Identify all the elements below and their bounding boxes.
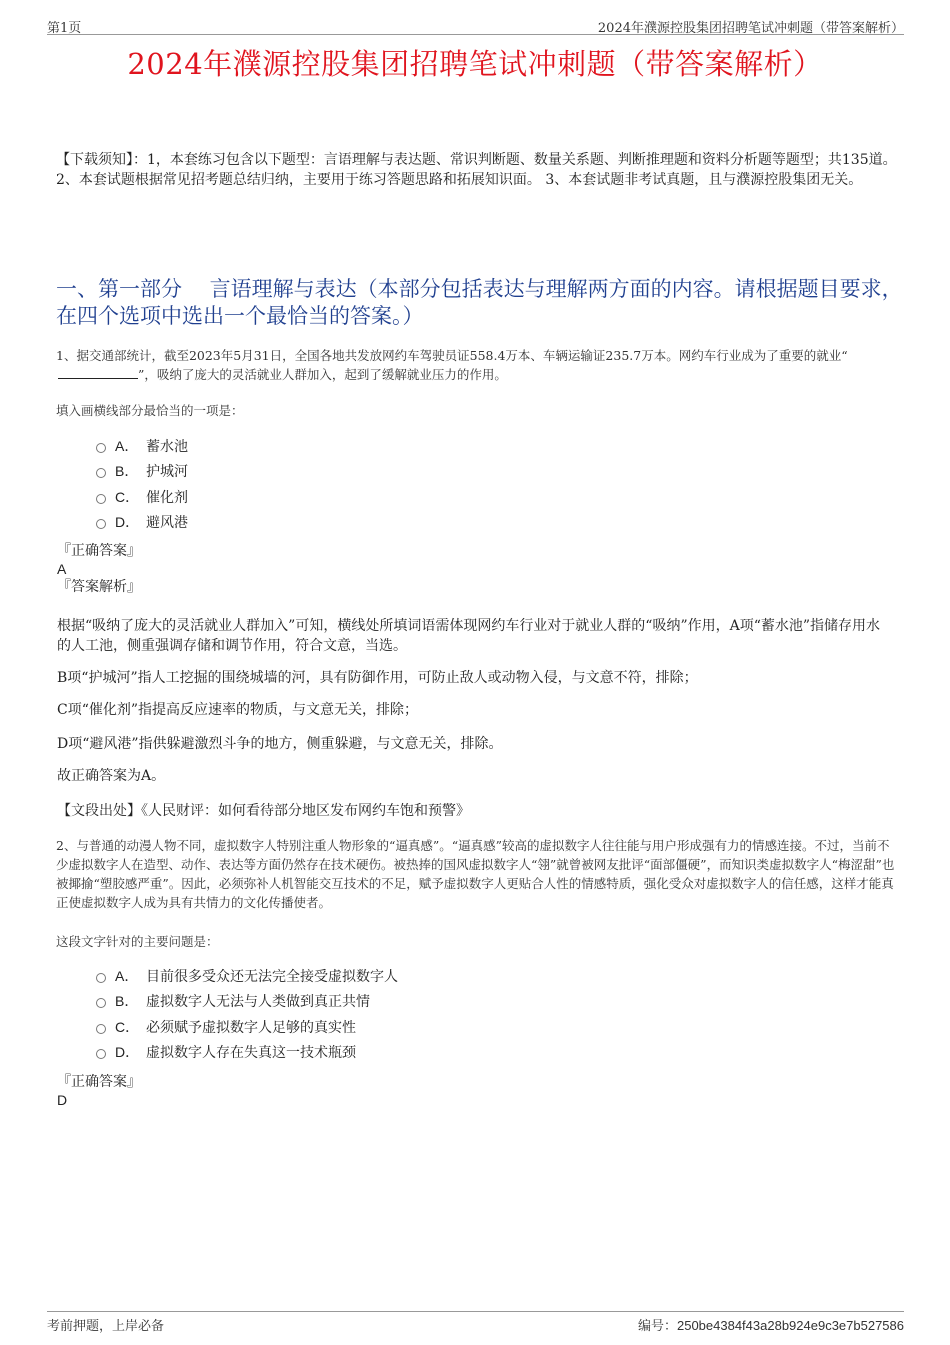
question-1-option-d[interactable] — [96, 510, 188, 536]
option-text: 蓄水池 — [146, 438, 188, 455]
analysis-paragraph: B项“护城河”指人工挖掘的围绕城墙的河，具有防御作用，可防止敌人或动物入侵，与文意不符，排除； — [57, 670, 698, 686]
section-title: 一、第一部分 言语理解与表达（本部分包括表达与理解两方面的内容。请根据题目要求，在四个选项中选出一个最恰当的答案。） — [56, 277, 903, 328]
question-2-prompt: 这段文字针对的主要问题是： — [56, 934, 219, 949]
question-2-option-c[interactable] — [96, 1014, 398, 1040]
question-1-options — [96, 433, 188, 535]
download-notice: 【下载须知】：1，本套练习包含以下题型：言语理解与表达题、常识判断题、数量关系题、判断推理题和资料分析题等题型；共135道。 2、本套试题根据常见招考题总结归纳，主要用于练习答题思路和拓展知识面。 3、本套试题非考试真题，且与濮源控股集团无关。 — [56, 152, 897, 188]
footer-slogan: 考前押题，上岸必备 — [47, 1319, 165, 1334]
radio-icon[interactable] — [96, 1049, 106, 1059]
option-letter: B． — [115, 993, 139, 1010]
option-letter: A． — [115, 437, 139, 454]
question-1-stem — [56, 346, 906, 384]
page-footer — [47, 1311, 904, 1332]
radio-icon[interactable] — [96, 468, 106, 478]
answer-value: A — [57, 561, 67, 577]
question-1-answer — [57, 542, 141, 596]
analysis-conclusion: 故正确答案为A。 — [57, 768, 166, 784]
analysis-paragraph: 根据“吸纳了庞大的灵活就业人群加入”可知，横线处所填词语需体现网约车行业对于就业人群的“吸纳”作用，A项“蓄水池”指储存用水的人工池，侧重强调存储和调节作用，符合文意，当选。 — [57, 618, 881, 654]
option-letter: C． — [115, 1018, 140, 1035]
option-text: 必须赋予虚拟数字人足够的真实性 — [146, 1019, 356, 1036]
question-2-answer — [57, 1073, 141, 1109]
question-1-option-a[interactable] — [96, 433, 188, 459]
footer-code-value: 250be4384f43a28b924e9c3e7b527586 — [676, 1318, 904, 1333]
analysis-paragraph: D项“避风港”指供躲避激烈斗争的地方，侧重躲避，与文意无关，排除。 — [57, 736, 503, 752]
question-1-stem-after: ”，吸纳了庞大的灵活就业人群加入，起到了缓解就业压力的作用。 — [138, 367, 507, 382]
question-1-option-c[interactable] — [96, 484, 188, 510]
question-2-options — [96, 963, 398, 1065]
analysis-paragraph: C项“催化剂”指提高反应速率的物质，与文意无关，排除； — [57, 702, 419, 718]
question-1-option-b[interactable] — [96, 459, 188, 485]
header-doc-name: 2024年濮源控股集团招聘笔试冲刺题（带答案解析） — [597, 21, 904, 36]
radio-icon[interactable] — [96, 1024, 106, 1034]
option-letter: A． — [115, 967, 139, 984]
analysis-label: 『答案解析』 — [57, 579, 141, 595]
option-text: 虚拟数字人存在失真这一技术瓶颈 — [146, 1045, 356, 1062]
option-letter: B． — [115, 463, 139, 480]
radio-icon[interactable] — [96, 443, 106, 453]
radio-icon[interactable] — [96, 998, 106, 1008]
page-number: 第1页 — [47, 21, 82, 36]
footer-code-label: 编号： — [637, 1319, 677, 1334]
question-1-stem-before: 1、据交通部统计，截至2023年5月31日，全国各地共发放网约车驾驶员证558.4万本、车辆运输证235.7万本。网约车行业成为了重要的就业“ — [56, 348, 848, 363]
radio-icon[interactable] — [96, 494, 106, 504]
radio-icon[interactable] — [96, 973, 106, 983]
option-text: 催化剂 — [146, 489, 188, 506]
radio-icon[interactable] — [96, 519, 106, 529]
question-2-stem: 2、与普通的动漫人物不同，虚拟数字人特别注重人物形象的“逼真感”。“逼真感”较高的虚拟数字人往往能与用户形成强有力的情感连接。不过，当前不少虚拟数字人在造型、动作、表达等方面仍然存在技术硬伤。被热捧的国风虚拟数字人“翎”就曾被网友批评“面部僵硬”，而知识类虚拟数字人“梅涩甜”也被揶揄“塑胶感严重”。因此，必须弥补人机智能交互技术的不足，赋予虚拟数字人更贴合人性的情感特质，强化受众对虚拟数字人的信任感，这样才能真正使虚拟数字人成为具有共情力的文化传播使者。 — [56, 838, 895, 910]
option-letter: C． — [115, 488, 140, 505]
answer-label: 『正确答案』 — [57, 1074, 141, 1090]
option-letter: D． — [115, 1044, 140, 1061]
answer-value: D — [57, 1092, 68, 1108]
question-2-option-a[interactable] — [96, 963, 398, 989]
question-1-blank — [58, 366, 138, 379]
option-letter: D． — [115, 514, 140, 531]
answer-label: 『正确答案』 — [57, 543, 141, 559]
option-text: 虚拟数字人无法与人类做到真正共情 — [146, 994, 370, 1011]
option-text: 避风港 — [146, 515, 188, 532]
document-title: 2024年濮源控股集团招聘笔试冲刺题（带答案解析） — [127, 47, 823, 81]
question-2-option-d[interactable] — [96, 1040, 398, 1066]
footer-code — [638, 1315, 904, 1334]
page-header — [47, 14, 904, 35]
option-text: 护城河 — [146, 464, 188, 481]
question-1-prompt: 填入画横线部分最恰当的一项是： — [56, 403, 244, 418]
question-2-option-b[interactable] — [96, 989, 398, 1015]
source-citation: 【文段出处】《人民财评：如何看待部分地区发布网约车饱和预警》 — [57, 803, 470, 819]
option-text: 目前很多受众还无法完全接受虚拟数字人 — [146, 968, 398, 985]
